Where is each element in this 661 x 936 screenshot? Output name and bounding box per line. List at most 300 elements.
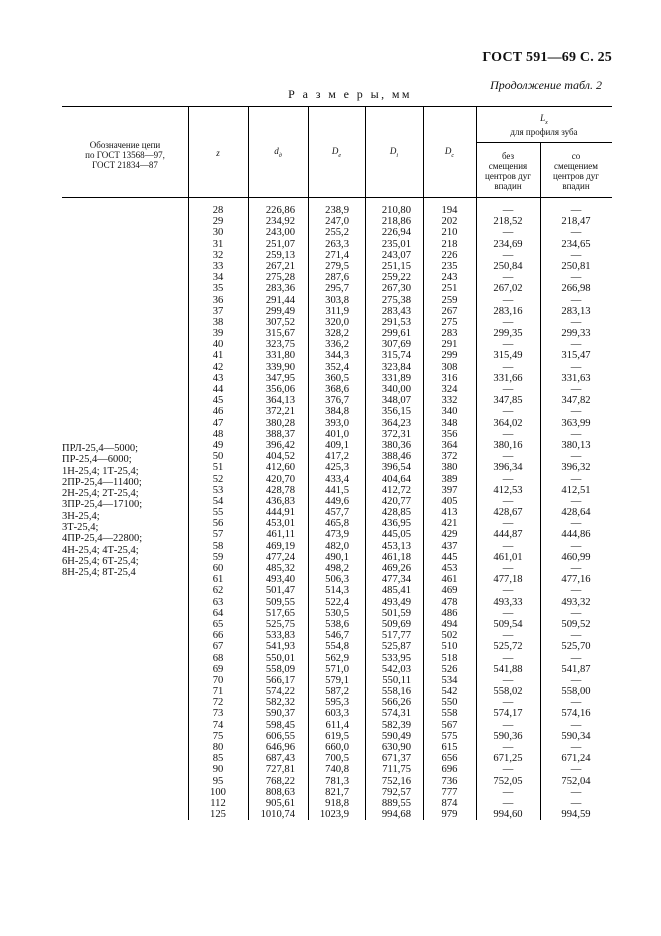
- table-cell-lx-with-offset: —: [570, 272, 582, 284]
- table-cell-z: 66: [212, 630, 224, 642]
- table-cell-z: 60: [212, 563, 224, 574]
- table-cell-di: 558,16: [381, 686, 411, 698]
- table-cell-lx-no-offset: 315,49: [493, 350, 523, 362]
- table-cell-di: 404,64: [381, 473, 411, 485]
- table-cell-di: 380,36: [381, 439, 411, 451]
- table-cell-d: 485,32: [265, 563, 295, 574]
- table-cell-z: 62: [212, 585, 224, 597]
- table-cell-dc: 275: [441, 316, 458, 328]
- table-cell-de: 255,2: [325, 227, 349, 239]
- table-cell-dc: 194: [441, 205, 458, 216]
- table-cell-dc: 534: [441, 674, 458, 686]
- table-cell-lx-no-offset: 234,69: [493, 238, 523, 250]
- table-cell-lx-with-offset: 428,64: [561, 507, 591, 519]
- table-cell-dc: 542: [441, 686, 458, 698]
- table-cell-lx-with-offset: —: [570, 652, 582, 664]
- table-cell-z: 85: [212, 753, 224, 765]
- table-cell-d: 461,11: [266, 529, 295, 541]
- table-cell-lx-with-offset: —: [570, 742, 582, 753]
- sizes-label: Р а з м е р ы, мм: [288, 87, 412, 101]
- table-cell-lx-with-offset: 396,32: [561, 462, 591, 474]
- table-cell-d: 404,52: [265, 451, 295, 463]
- table-cell-de: 238,9: [325, 205, 349, 216]
- table-cell-lx-with-offset: —: [570, 249, 582, 261]
- table-cell-de: 619,5: [325, 730, 349, 742]
- table-cell-de: 700,5: [325, 753, 349, 765]
- table-cell-de: 384,8: [325, 406, 349, 418]
- table-cell-z: 42: [212, 361, 224, 373]
- table-cell-d: 364,13: [265, 395, 295, 407]
- table-cell-di: 501,59: [381, 607, 411, 619]
- table-cell-di: 574,31: [381, 708, 411, 720]
- table-cell-dc: 510: [441, 641, 458, 653]
- table-cell-dc: 299: [441, 350, 458, 362]
- table-cell-lx-with-offset: 380,13: [561, 439, 591, 451]
- table-cell-di: 251,15: [381, 260, 411, 272]
- table-cell-lx-no-offset: 477,18: [493, 574, 523, 586]
- table-cell-di: 517,77: [381, 630, 411, 642]
- table-cell-di: 348,07: [381, 395, 411, 407]
- table-cell-z: 61: [212, 574, 224, 586]
- chain-designation: 1Н-25,4; 1Т-25,4;: [62, 465, 139, 477]
- table-cell-de: 498,2: [325, 563, 349, 574]
- table-cell-d: 905,61: [265, 797, 295, 809]
- table-cell-d: 243,00: [265, 227, 295, 239]
- table-cell-z: 51: [212, 462, 224, 474]
- table-cell-lx-no-offset: —: [502, 249, 514, 261]
- chain-designation: 2ПР-25,4—11400;: [62, 476, 142, 488]
- table-cell-de: 287,6: [325, 272, 349, 284]
- table-cell-di: 994,68: [381, 809, 411, 821]
- table-cell-lx-no-offset: —: [502, 451, 514, 463]
- table-cell-d: 380,28: [265, 417, 295, 429]
- chain-designation: 4Н-25,4; 4Т-25,4;: [62, 544, 139, 556]
- table-cell-dc: 445: [441, 551, 458, 563]
- table-cell-di: 420,77: [381, 495, 411, 507]
- chain-designation: 6Н-25,4; 6Т-25,4;: [62, 555, 139, 567]
- table-cell-d: 558,09: [265, 663, 295, 675]
- table-cell-lx-with-offset: 493,32: [561, 596, 591, 608]
- table-cell-lx-no-offset: —: [502, 607, 514, 619]
- table-cell-lx-with-offset: —: [570, 384, 582, 395]
- table-cell-z: 55: [212, 507, 224, 519]
- table-cell-z: 39: [212, 328, 224, 340]
- table-cell-lx-no-offset: 493,33: [493, 596, 523, 608]
- table-cell-lx-with-offset: —: [570, 294, 582, 306]
- table-cell-de: 611,4: [325, 719, 349, 731]
- table-cell-de: 587,2: [325, 686, 349, 698]
- table-cell-lx-with-offset: —: [570, 563, 582, 574]
- table-cell-lx-no-offset: 347,85: [493, 395, 523, 407]
- table-cell-d: 396,42: [265, 439, 295, 451]
- table-cell-lx-no-offset: 525,72: [493, 641, 523, 653]
- table-cell-de: 449,6: [325, 495, 349, 507]
- table-cell-dc: 389: [441, 473, 458, 485]
- table-cell-lx-with-offset: —: [570, 339, 582, 351]
- table-cell-lx-no-offset: 396,34: [493, 462, 523, 474]
- table-cell-di: 218,86: [381, 216, 411, 228]
- table-cell-de: 279,5: [325, 260, 349, 272]
- table-cell-d: 444,91: [265, 507, 295, 519]
- table-cell-di: 291,53: [381, 316, 411, 328]
- table-cell-lx-no-offset: 558,02: [493, 686, 523, 698]
- table-cell-d: 525,75: [265, 618, 295, 630]
- table-cell-d: 275,28: [265, 272, 295, 284]
- table-cell-lx-no-offset: 509,54: [493, 618, 523, 630]
- table-cell-lx-with-offset: 574,16: [561, 708, 591, 720]
- table-cell-dc: 461: [441, 574, 458, 586]
- table-cell-lx-no-offset: —: [502, 205, 514, 216]
- table-cell-d: 646,96: [265, 742, 295, 753]
- table-cell-d: 356,06: [265, 384, 295, 395]
- table-cell-di: 550,11: [382, 674, 411, 686]
- table-cell-lx-no-offset: —: [502, 797, 514, 809]
- table-cell-d: 420,70: [265, 473, 295, 485]
- table-cell-dc: 226: [441, 249, 458, 261]
- table-cell-lx-no-offset: —: [502, 384, 514, 395]
- table-cell-z: 37: [212, 305, 224, 317]
- table-cell-lx-no-offset: —: [502, 652, 514, 664]
- table-cell-de: 417,2: [325, 451, 349, 463]
- table-cell-z: 59: [212, 551, 224, 563]
- table-cell-z: 125: [210, 809, 226, 821]
- table-cell-de: 425,3: [325, 462, 349, 474]
- table-cell-dc: 453: [441, 563, 458, 574]
- table-cell-d: 550,01: [265, 652, 295, 664]
- table-cell-z: 63: [212, 596, 224, 608]
- chain-designation: ПРЛ-25,4—5000;: [62, 443, 139, 454]
- table-cell-d: 251,07: [265, 238, 295, 250]
- table-cell-z: 49: [212, 439, 224, 451]
- table-cell-dc: 526: [441, 663, 458, 675]
- table-cell-de: 457,7: [325, 507, 349, 519]
- table-cell-z: 34: [212, 272, 224, 284]
- header-with-offset: со смещением центров дуг впадин: [553, 151, 599, 191]
- table-cell-lx-with-offset: —: [570, 540, 582, 552]
- table-cell-lx-with-offset: —: [570, 719, 582, 731]
- table-cell-lx-with-offset: —: [570, 797, 582, 809]
- table-cell-de: 781,3: [325, 775, 349, 787]
- table-cell-lx-no-offset: 671,25: [493, 753, 523, 765]
- table-cell-de: 660,0: [325, 742, 349, 753]
- table-cell-z: 100: [210, 786, 226, 798]
- table-cell-z: 48: [212, 428, 224, 440]
- table-cell-d: 598,45: [265, 719, 295, 731]
- table-cell-de: 595,3: [325, 697, 349, 709]
- table-cell-dc: 413: [441, 507, 458, 519]
- table-cell-lx-no-offset: —: [502, 630, 514, 642]
- table-cell-z: 65: [212, 618, 224, 630]
- table-cell-de: 263,3: [325, 238, 349, 250]
- table-cell-dc: 567: [441, 719, 458, 731]
- table-cell-dc: 874: [441, 797, 458, 809]
- table-cell-z: 28: [212, 205, 224, 216]
- table-cell-z: 50: [212, 451, 224, 463]
- table-cell-z: 43: [212, 372, 224, 384]
- table-cell-lx-no-offset: —: [502, 786, 514, 798]
- table-cell-de: 821,7: [325, 786, 349, 798]
- table-cell-d: 574,22: [265, 686, 295, 698]
- table-cell-lx-no-offset: —: [502, 473, 514, 485]
- table-cell-dc: 979: [441, 809, 458, 821]
- table-cell-de: 490,1: [325, 551, 349, 563]
- table-cell-d: 299,49: [265, 305, 295, 317]
- table-cell-z: 33: [212, 260, 224, 272]
- table-cell-lx-with-offset: 347,82: [561, 395, 591, 407]
- table-cell-di: 533,95: [381, 652, 411, 664]
- table-cell-di: 566,26: [381, 697, 411, 709]
- table-cell-z: 32: [212, 249, 224, 261]
- table-cell-dc: 429: [441, 529, 458, 541]
- table-cell-d: 428,78: [265, 484, 295, 496]
- table-cell-lx-no-offset: —: [502, 764, 514, 776]
- table-cell-lx-no-offset: 283,16: [493, 305, 523, 317]
- table-cell-di: 283,43: [381, 305, 411, 317]
- table-cell-z: 112: [210, 797, 226, 809]
- column-de: [308, 205, 349, 820]
- chain-designation: 3Т-25,4;: [62, 522, 99, 534]
- table-cell-dc: 696: [441, 764, 458, 776]
- table-cell-di: 372,31: [381, 428, 411, 440]
- table-cell-d: 582,32: [265, 697, 295, 709]
- table-cell-lx-no-offset: —: [502, 316, 514, 328]
- table-cell-lx-no-offset: —: [502, 272, 514, 284]
- table-cell-de: 441,5: [325, 484, 349, 496]
- table-cell-di: 226,94: [381, 227, 411, 239]
- table-cell-di: 542,03: [381, 663, 411, 675]
- table-cell-di: 889,55: [381, 797, 411, 809]
- table-cell-di: 412,72: [381, 484, 411, 496]
- table-cell-d: 347,95: [265, 372, 295, 384]
- table-cell-lx-with-offset: —: [570, 406, 582, 418]
- table-cell-z: 69: [212, 663, 224, 675]
- table-cell-lx-with-offset: 266,98: [561, 283, 591, 295]
- lx-sub-border: [476, 142, 612, 143]
- table-cell-d: 541,93: [265, 641, 295, 653]
- table-cell-z: 46: [212, 406, 224, 418]
- table-cell-dc: 251: [441, 283, 458, 295]
- table-cell-d: 727,81: [265, 764, 295, 776]
- table-cell-d: 477,24: [265, 551, 295, 563]
- table-cell-di: 307,69: [381, 339, 411, 351]
- table-cell-z: 95: [212, 775, 224, 787]
- header-d: $d_д$: [274, 146, 282, 159]
- table-cell-d: 687,43: [265, 753, 295, 765]
- table-cell-lx-with-offset: 752,04: [561, 775, 591, 787]
- table-cell-de: 546,7: [325, 630, 349, 642]
- header-lx: $L_x$: [540, 113, 548, 126]
- table-cell-d: 259,13: [265, 249, 295, 261]
- table-cell-de: 603,3: [325, 708, 349, 720]
- table-cell-lx-no-offset: —: [502, 361, 514, 373]
- table-cell-lx-with-offset: 541,87: [561, 663, 591, 675]
- table-cell-de: 303,8: [325, 294, 349, 306]
- table-cell-de: 295,7: [325, 283, 349, 295]
- header-bottom-border: [62, 197, 612, 198]
- table-cell-lx-no-offset: —: [502, 697, 514, 709]
- table-cell-di: 356,15: [381, 406, 411, 418]
- table-cell-lx-with-offset: —: [570, 518, 582, 530]
- table-cell-di: 388,46: [381, 451, 411, 463]
- table-cell-d: 436,83: [265, 495, 295, 507]
- table-cell-lx-no-offset: 218,52: [493, 216, 523, 228]
- header-chain-designation: Обозначение цепи по ГОСТ 13568—97, ГОСТ 21834—87: [85, 140, 165, 170]
- table-cell-lx-no-offset: 380,16: [493, 439, 523, 451]
- table-cell-dc: 558: [441, 708, 458, 720]
- table-cell-dc: 405: [441, 495, 458, 507]
- table-cell-de: 465,8: [325, 518, 349, 530]
- table-cell-lx-no-offset: 444,87: [493, 529, 523, 541]
- table-cell-dc: 478: [441, 596, 458, 608]
- table-cell-di: 243,07: [381, 249, 411, 261]
- table-cell-di: 525,87: [381, 641, 411, 653]
- table-cell-z: 90: [212, 764, 224, 776]
- table-cell-lx-no-offset: 461,01: [493, 551, 523, 563]
- table-cell-d: 469,19: [265, 540, 295, 552]
- table-cell-dc: 218: [441, 238, 458, 250]
- table-cell-lx-with-offset: 299,33: [561, 328, 591, 340]
- table-cell-de: 247,0: [325, 216, 349, 228]
- table-cell-z: 72: [212, 697, 224, 709]
- table-cell-dc: 324: [441, 384, 458, 395]
- table-cell-lx-with-offset: 460,99: [561, 551, 591, 563]
- table-cell-lx-no-offset: 428,67: [493, 507, 523, 519]
- table-cell-lx-no-offset: 364,02: [493, 417, 523, 429]
- table-cell-lx-with-offset: —: [570, 585, 582, 597]
- header-de: $D_e$: [331, 146, 342, 159]
- header-no-offset: без смещения центров дуг впадин: [485, 151, 531, 191]
- table-cell-dc: 518: [441, 652, 458, 664]
- table-cell-lx-no-offset: —: [502, 227, 514, 239]
- table-cell-lx-with-offset: —: [570, 361, 582, 373]
- table-cell-di: 364,23: [381, 417, 411, 429]
- table-cell-dc: 380: [441, 462, 458, 474]
- table-cell-dc: 469: [441, 585, 458, 597]
- header-dc: $D_c$: [444, 146, 455, 159]
- table-cell-dc: 340: [441, 406, 458, 418]
- table-cell-di: 340,00: [381, 384, 411, 395]
- column-dc: [423, 205, 476, 820]
- table-cell-dc: 550: [441, 697, 458, 709]
- chain-designation: 4ПР-25,4—22800;: [62, 533, 143, 545]
- table-cell-de: 554,8: [325, 641, 349, 653]
- table-cell-z: 54: [212, 495, 224, 507]
- table-cell-d: 768,22: [265, 775, 295, 787]
- table-cell-lx-with-offset: 283,13: [561, 305, 591, 317]
- table-cell-dc: 267: [441, 305, 458, 317]
- table-cell-di: 323,84: [381, 361, 411, 373]
- table-cell-lx-with-offset: —: [570, 205, 582, 216]
- table-cell-lx-no-offset: —: [502, 495, 514, 507]
- table-cell-z: 52: [212, 473, 224, 485]
- table-cell-dc: 202: [441, 216, 458, 228]
- table-cell-di: 792,57: [381, 786, 411, 798]
- table-cell-d: 1010,74: [260, 809, 295, 821]
- table-cell-d: 517,65: [265, 607, 295, 619]
- table-cell-lx-no-offset: —: [502, 428, 514, 440]
- header-di: $D_i$: [389, 146, 399, 159]
- table-cell-lx-with-offset: —: [570, 697, 582, 709]
- table-cell-dc: 243: [441, 272, 458, 284]
- column-d: [248, 205, 295, 820]
- table-cell-d: 388,37: [265, 428, 295, 440]
- table-cell-dc: 372: [441, 451, 458, 463]
- table-cell-di: 259,22: [381, 272, 411, 284]
- table-cell-z: 74: [212, 719, 224, 731]
- table-cell-z: 57: [212, 529, 224, 541]
- chain-designation: 8Н-25,4; 8Т-25,4: [62, 567, 136, 579]
- table-cell-de: 473,9: [325, 529, 349, 541]
- table-cell-d: 234,92: [265, 216, 295, 228]
- table-cell-de: 522,4: [325, 596, 349, 608]
- table-cell-di: 315,74: [381, 350, 411, 362]
- header-z: z: [216, 148, 220, 158]
- table-cell-de: 538,6: [325, 618, 349, 630]
- table-cell-lx-no-offset: —: [502, 294, 514, 306]
- table-cell-lx-no-offset: 250,84: [493, 260, 523, 272]
- table-cell-lx-with-offset: 671,24: [561, 753, 591, 765]
- table-cell-lx-with-offset: —: [570, 495, 582, 507]
- table-cell-di: 671,37: [381, 753, 411, 765]
- table-cell-lx-with-offset: 250,81: [561, 260, 591, 272]
- table-cell-de: 918,8: [325, 797, 349, 809]
- table-cell-dc: 615: [441, 742, 458, 753]
- page-header: ГОСТ 591—69 С. 25: [482, 50, 612, 65]
- table-cell-lx-with-offset: 525,70: [561, 641, 591, 653]
- table-cell-di: 331,89: [381, 372, 411, 384]
- table-cell-d: 606,55: [265, 730, 295, 742]
- table-cell-d: 509,55: [265, 596, 295, 608]
- table-cell-lx-with-offset: —: [570, 607, 582, 619]
- table-cell-di: 711,75: [382, 764, 411, 776]
- table-cell-di: 235,01: [381, 238, 411, 250]
- table-cell-z: 58: [212, 540, 224, 552]
- table-cell-d: 315,67: [265, 328, 295, 340]
- table-cell-dc: 348: [441, 417, 458, 429]
- table-cell-z: 71: [212, 686, 224, 698]
- table-cell-z: 29: [212, 216, 224, 228]
- table-cell-de: 393,0: [325, 417, 349, 429]
- table-cell-d: 808,63: [265, 786, 295, 798]
- table-cell-d: 226,86: [265, 205, 295, 216]
- table-cell-dc: 397: [441, 484, 458, 496]
- table-cell-dc: 308: [441, 361, 458, 373]
- table-cell-de: 571,0: [325, 663, 349, 675]
- table-cell-dc: 494: [441, 618, 458, 630]
- table-cell-de: 409,1: [325, 439, 349, 451]
- table-cell-dc: 575: [441, 730, 458, 742]
- table-cell-di: 590,49: [381, 730, 411, 742]
- table-cell-lx-with-offset: —: [570, 451, 582, 463]
- table-cell-lx-no-offset: 994,60: [493, 809, 523, 821]
- table-cell-de: 530,5: [325, 607, 349, 619]
- table-cell-de: 1023,9: [319, 809, 349, 821]
- table-cell-lx-no-offset: —: [502, 540, 514, 552]
- table-cell-lx-no-offset: 541,88: [493, 663, 523, 675]
- table-cell-de: 271,4: [325, 249, 349, 261]
- table-cell-z: 30: [212, 227, 224, 239]
- table-cell-de: 740,8: [325, 764, 349, 776]
- table-cell-lx-with-offset: 509,52: [561, 618, 591, 630]
- chain-designation-list: [62, 443, 142, 579]
- table-cell-di: 275,38: [381, 294, 411, 306]
- table-cell-lx-no-offset: 412,53: [493, 484, 523, 496]
- table-cell-dc: 502: [441, 630, 458, 642]
- chain-designation: 3Н-25,4;: [62, 510, 100, 522]
- table-cell-d: 291,44: [265, 294, 295, 306]
- table-cell-lx-no-offset: 752,05: [493, 775, 523, 787]
- table-cell-lx-no-offset: —: [502, 585, 514, 597]
